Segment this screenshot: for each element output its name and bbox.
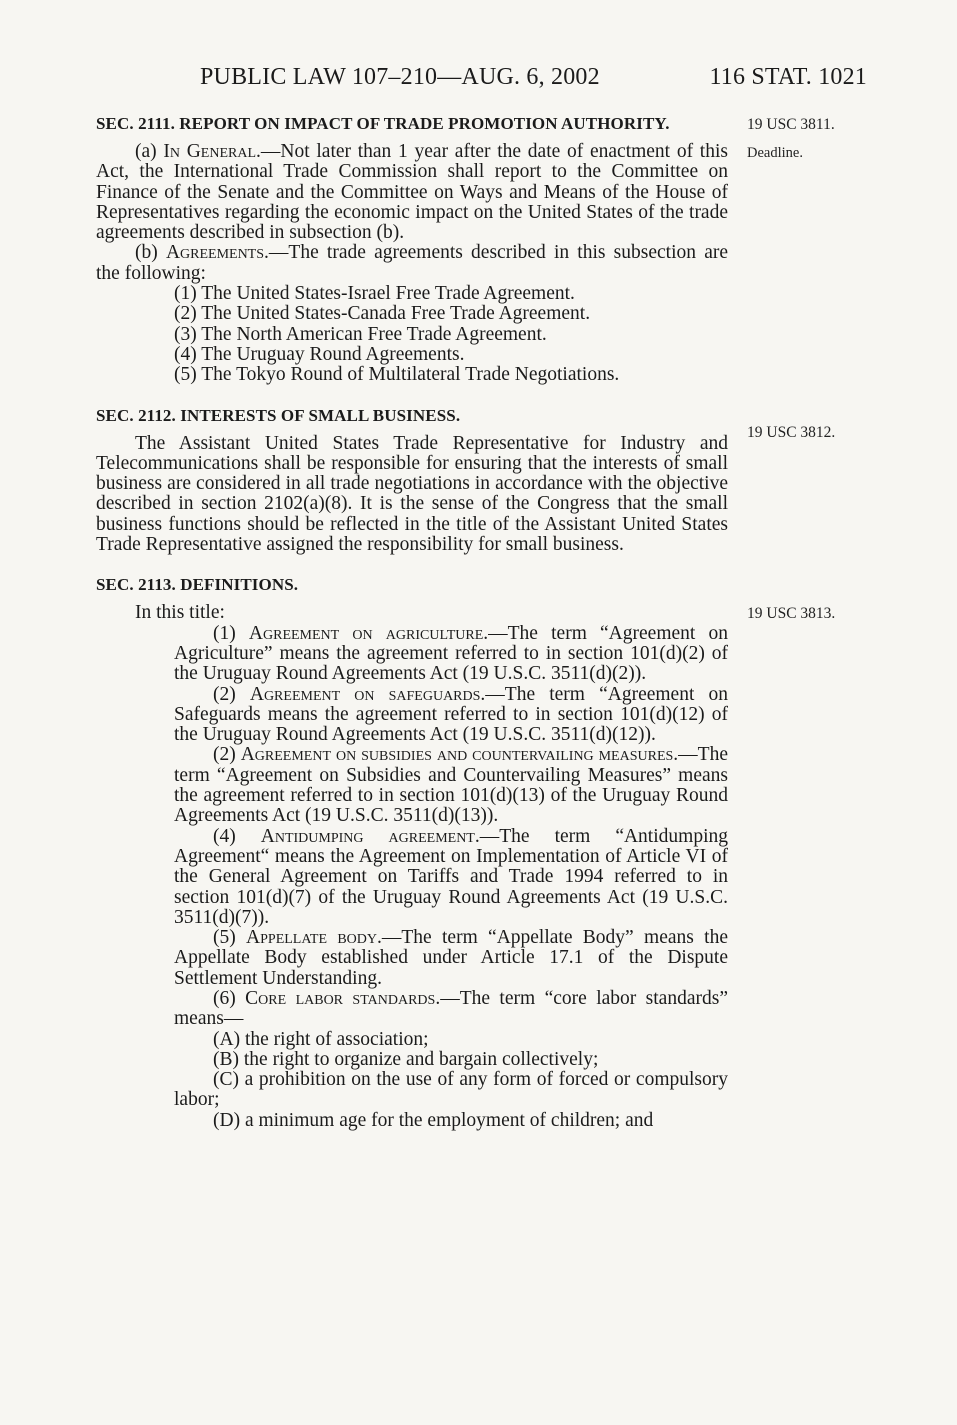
- list-item: (4) The Uruguay Round Agreements.: [174, 343, 465, 365]
- subsection-text: .—The trade agreements described in this subsection are the following:: [96, 242, 728, 284]
- list-item: (2) The United States-Canada Free Trade Agreement.: [174, 303, 591, 325]
- margin-note-sec2111: 19 USC 3811.: [747, 116, 835, 133]
- section-heading: SEC. 2112. INTERESTS OF SMALL BUSINESS.: [96, 405, 461, 425]
- definition-item: [174, 624, 728, 685]
- sub-list-item: (A) the right of association;: [213, 1028, 429, 1050]
- section-2112: [96, 404, 728, 556]
- section-intro: In this title:: [135, 602, 225, 624]
- definition-list: [96, 624, 728, 1030]
- section-heading: SEC. 2113. DEFINITIONS.: [96, 575, 299, 595]
- definition-label: (5): [213, 927, 247, 949]
- definition-label: (2): [213, 683, 250, 705]
- definition-item: [174, 827, 728, 928]
- list-item: (3) The North American Free Trade Agreement.: [174, 323, 547, 345]
- margin-note-deadline: Deadline.: [747, 145, 803, 161]
- header-title: PUBLIC LAW 107–210—AUG. 6, 2002: [200, 64, 600, 90]
- margin-note-sec2112: 19 USC 3812.: [747, 424, 836, 441]
- sub-list-item: (D) a minimum age for the employment of children; and: [213, 1109, 654, 1131]
- definition-caption: Agreement on safeguards: [249, 683, 481, 705]
- subsection-b: [96, 243, 728, 284]
- section-2113: [96, 573, 728, 1131]
- definition-text: .—The term “Antidumping Agreement“ means the Agreement on Implementation of Article VI of the General Agreement on Tariffs and Trade 1994 referred to in section 101(d)(7) of the Uruguay Round Agreements Act (19 U.S.C. 3511(d)(7)).: [174, 825, 728, 928]
- section-heading: SEC. 2111. REPORT ON IMPACT OF TRADE PROMOTION AUTHORITY.: [96, 114, 670, 133]
- definition-item: [174, 928, 728, 989]
- definition-caption: Agreement on subsidies and countervailing measures: [240, 744, 674, 766]
- sub-list-item: (C) a prohibition on the use of any form of forced or compulsory labor;: [174, 1069, 728, 1111]
- definition-text: .—The term “Agreement on Agriculture” means the agreement referred to in section 101(d)(2) of the Uruguay Round Agreements Act (19 U.S.C. 3511(d)(2)).: [174, 622, 728, 685]
- sub-list-item: (B) the right to organize and bargain collectively;: [213, 1048, 599, 1070]
- definition-text: .—The term “Agreement on Subsidies and Countervailing Measures” means the agreement referred to in section 101(d)(13) of the Uruguay Round Agreements Act (19 U.S.C. 3511(d)(13)).: [174, 744, 728, 827]
- definition-text: .—The term “core labor standards” means—: [174, 987, 728, 1030]
- definition-label: (6): [213, 987, 246, 1009]
- definition-text: .—The term “Agreement on Safeguards means the agreement referred to in section 101(d)(12) of the Uruguay Round Agreements Act (19 U.S.C. 3511(d)(12)).: [174, 683, 728, 746]
- definition-item: [174, 745, 728, 826]
- definition-caption: Core labor standards: [245, 987, 436, 1009]
- subsection-label: (a): [135, 141, 164, 162]
- definition-label: (4): [213, 825, 261, 847]
- subsection-label: (b): [135, 242, 166, 264]
- definition-item: [174, 989, 728, 1030]
- list-item: (5) The Tokyo Round of Multilateral Trade Negotiations.: [174, 364, 620, 386]
- list-item: (1) The United States-Israel Free Trade Agreement.: [174, 283, 575, 305]
- definition-label: (1): [213, 622, 249, 644]
- definition-caption: Agreement on agriculture: [248, 622, 484, 644]
- subsection-a: [96, 142, 728, 243]
- definition-caption: Appellate body: [246, 927, 377, 949]
- document-body: [96, 112, 728, 1131]
- section-text: The Assistant United States Trade Representative for Industry and Telecommunications shall be responsible for ensuring that the interests of small business are considered in all trade negotiations in accordance with the objective described in section 2102(a)(8). It is the sense of the Congress that the small business functions should be reflected in the title of the Assistant United States Trade Representative assigned the responsibility for small business.: [96, 432, 728, 556]
- header-page-number: 116 STAT. 1021: [709, 64, 867, 90]
- subsection-text: .—Not later than 1 year after the date of enactment of this Act, the International Trade Commission shall report to the Committee on Finance of the Senate and the Committee on Ways and Means of the House of Representatives regarding the economic impact on the United States of the trade agreements described in subsection (b).: [96, 141, 728, 244]
- definition-label: (2): [213, 744, 241, 766]
- section-2111: [96, 112, 728, 386]
- subsection-caption: In General: [163, 141, 257, 162]
- margin-note-sec2113: 19 USC 3813.: [747, 605, 836, 622]
- definition-caption: Antidumping agreement: [260, 825, 475, 847]
- definition-text: .—The term “Appellate Body” means the Appellate Body established under Article 17.1 of the Dispute Settlement Understanding.: [174, 927, 728, 989]
- definition-item: [174, 685, 728, 746]
- subsection-caption: Agreements: [165, 242, 265, 264]
